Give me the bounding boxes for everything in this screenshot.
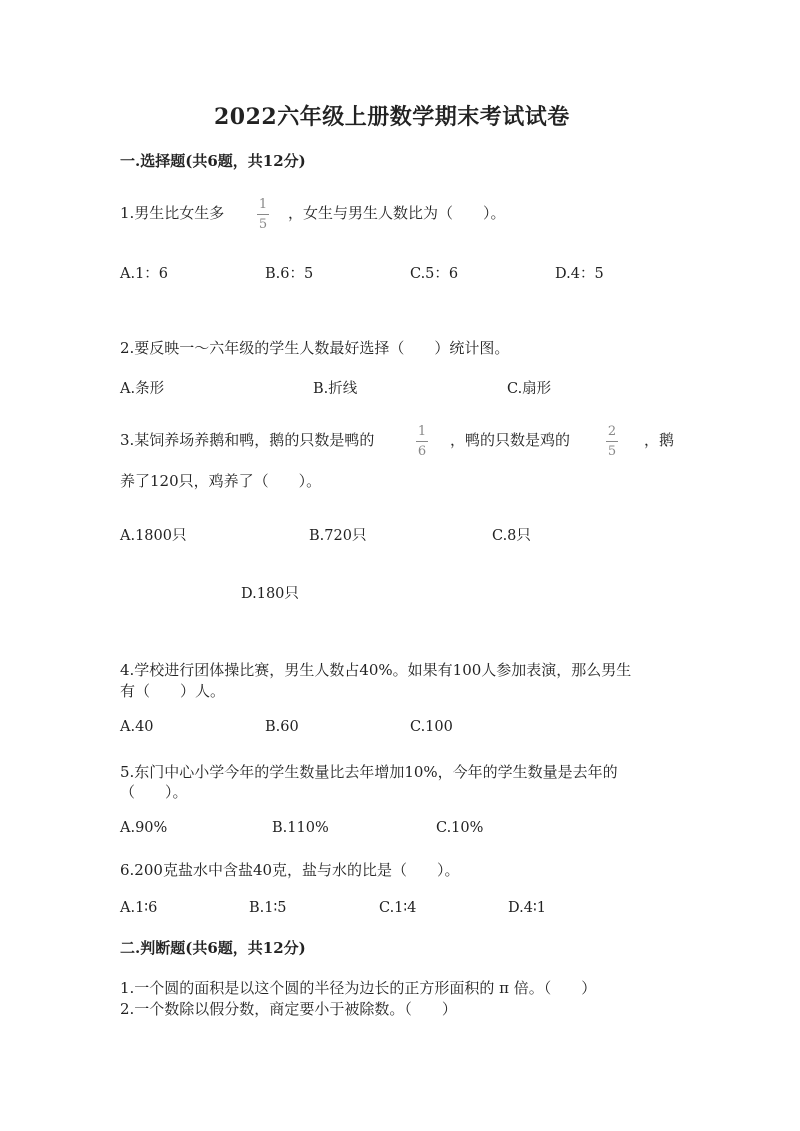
judge-question-1: 1.一个圆的面积是以这个圆的半径为边长的正方形面积的 π 倍。（ ） [120, 979, 597, 997]
option-c[interactable]: C.100 [410, 719, 453, 735]
fraction-denominator: 6 [417, 444, 427, 459]
question-text: ，女生与男生人数比为（ ）。 [288, 204, 506, 222]
option-b[interactable]: B.60 [265, 719, 299, 735]
fraction-bar [257, 214, 269, 215]
option-d[interactable]: D.4：5 [555, 266, 604, 282]
option-b[interactable]: B.1∶5 [249, 900, 287, 916]
option-c[interactable]: C.8只 [492, 528, 531, 544]
fraction [257, 198, 269, 231]
section-heading-judge: 二.判断题(共6题，共12分) [120, 939, 306, 957]
fraction-numerator: 1 [417, 424, 427, 439]
option-a[interactable]: A.90% [120, 820, 168, 836]
question-text: 6.200克盐水中含盐40克，盐与水的比是（ ）。 [120, 861, 460, 879]
question-text-line2: 养了120只，鸡养了（ ）。 [120, 472, 322, 490]
question-text: 2.要反映一～六年级的学生人数最好选择（ ）统计图。 [120, 339, 510, 357]
option-b[interactable]: B.110% [272, 820, 329, 836]
option-c[interactable]: C.扇形 [507, 381, 552, 397]
option-a[interactable]: A.条形 [120, 381, 165, 397]
option-a[interactable]: A.1：6 [120, 266, 169, 282]
section-heading-choice: 一.选择题(共6题，共12分) [120, 152, 306, 170]
option-c[interactable]: C.10% [436, 820, 484, 836]
fraction [606, 425, 618, 458]
question-text: 3.某饲养场养鹅和鸭，鹅的只数是鸭的 [120, 431, 375, 449]
fraction-bar [416, 441, 428, 442]
question-text-line2: 有（ ）人。 [120, 682, 226, 700]
option-b[interactable]: B.720只 [309, 528, 367, 544]
option-d[interactable]: D.180只 [241, 586, 299, 602]
option-b[interactable]: B.6：5 [265, 266, 314, 282]
fraction-numerator: 1 [258, 197, 268, 212]
option-d[interactable]: D.4∶1 [508, 900, 546, 916]
fraction-bar [606, 441, 618, 442]
question-text: 4.学校进行团体操比赛，男生人数占40%。如果有100人参加表演，那么男生 [120, 661, 632, 679]
judge-question-2: 2.一个数除以假分数，商定要小于被除数。（ ） [120, 1000, 457, 1018]
option-b[interactable]: B.折线 [313, 381, 358, 397]
question-text: 5.东门中心小学今年的学生数量比去年增加10%，今年的学生数量是去年的 [120, 763, 618, 781]
question-text: 1.男生比女生多 [120, 204, 225, 222]
option-c[interactable]: C.5：6 [410, 266, 459, 282]
option-a[interactable]: A.1800只 [120, 528, 187, 544]
option-a[interactable]: A.40 [120, 719, 154, 735]
page-title: 2022六年级上册数学期末考试试卷 [214, 104, 570, 130]
option-c[interactable]: C.1∶4 [379, 900, 417, 916]
fraction-denominator: 5 [258, 217, 268, 232]
fraction [416, 425, 428, 458]
question-text-line2: （ ）。 [120, 783, 188, 801]
question-text: ，鹅 [644, 431, 675, 449]
fraction-numerator: 2 [607, 424, 617, 439]
option-a[interactable]: A.1∶6 [120, 900, 158, 916]
fraction-denominator: 5 [607, 444, 617, 459]
question-text: ，鸭的只数是鸡的 [450, 431, 571, 449]
